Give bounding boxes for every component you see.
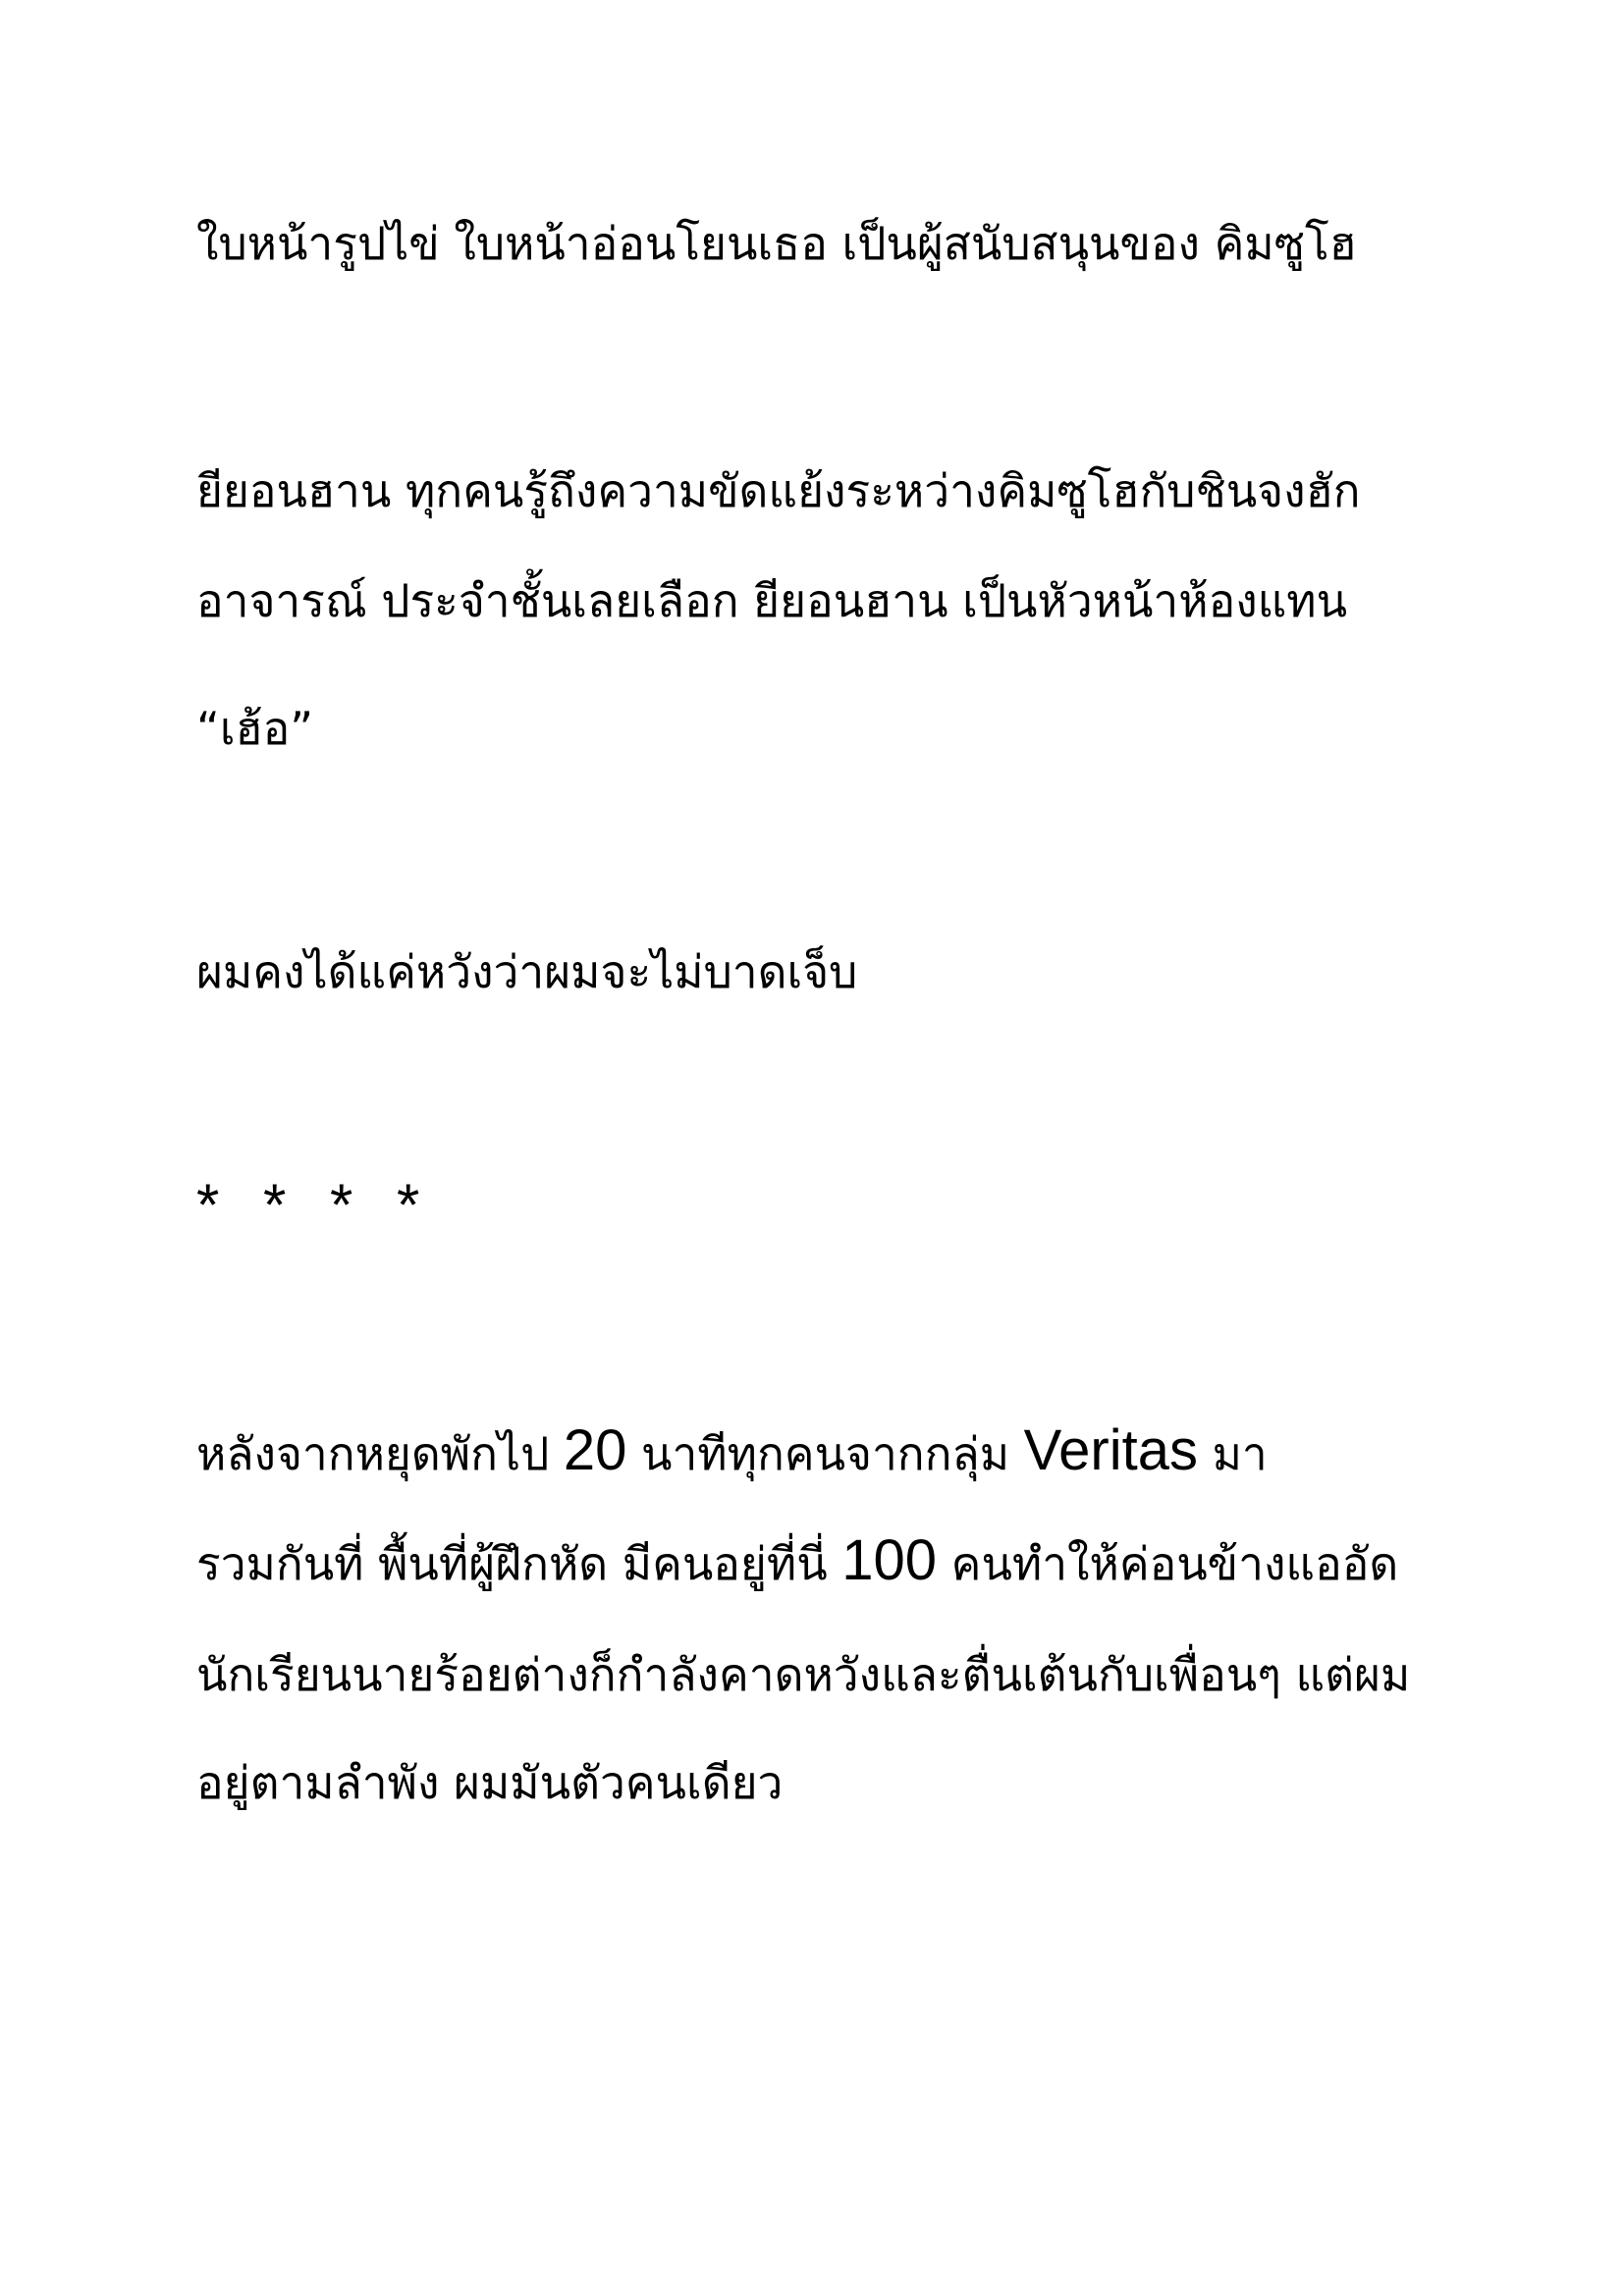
paragraph-line-10: อยู่ตามลำพัง ผมมันตัวคนเดียว bbox=[196, 1756, 784, 1809]
paragraph-line-9: นักเรียนนายร้อยต่างก็กำลังคาดหวังและตื่นเต้นกับเพื่อนๆ แต่ผม bbox=[196, 1648, 1411, 1701]
line-8-number: 100 bbox=[841, 1528, 938, 1592]
paragraph-line-8 bbox=[196, 1528, 1399, 1593]
paragraph-line-3: อาจารณ์ ประจำชั้นเลยเลือก ยียอนฮาน เป็นหัวหน้าห้องแทน bbox=[196, 574, 1348, 627]
line-7-text-c: นาทีทุกคนจากกลุ่ม bbox=[626, 1427, 1024, 1480]
line-7-number: 20 bbox=[563, 1418, 627, 1482]
paragraph-line-2: ยียอนฮาน ทุกคนรู้ถึงความขัดแย้งระหว่างคิมซูโฮกับชินจงฮัก bbox=[196, 464, 1361, 517]
line-8-text-a: รวมกันที่ พื้นที่ผู้ฝึกหัด มีคนอยู่ที่นี่ bbox=[196, 1537, 842, 1590]
dialogue-line: “เฮ้อ” bbox=[196, 702, 314, 755]
scene-break-stars: * * * * bbox=[196, 1172, 434, 1238]
line-7-group-name: Veritas bbox=[1023, 1418, 1198, 1482]
paragraph-line-7 bbox=[196, 1418, 1268, 1483]
paragraph-line-5: ผมคงได้แค่หวังว่าผมจะไม่บาดเจ็บ bbox=[196, 945, 858, 998]
line-7-text-a: หลังจากหยุดพักไป bbox=[196, 1427, 564, 1480]
line-8-text-c: คนทำให้ค่อนข้างแออัด bbox=[937, 1537, 1399, 1590]
line-7-text-e: มา bbox=[1197, 1427, 1268, 1480]
paragraph-line-1: ใบหน้ารูปไข่ ใบหน้าอ่อนโยนเธอ เป็นผู้สนับสนุนของ คิมซูโฮ bbox=[196, 217, 1357, 270]
